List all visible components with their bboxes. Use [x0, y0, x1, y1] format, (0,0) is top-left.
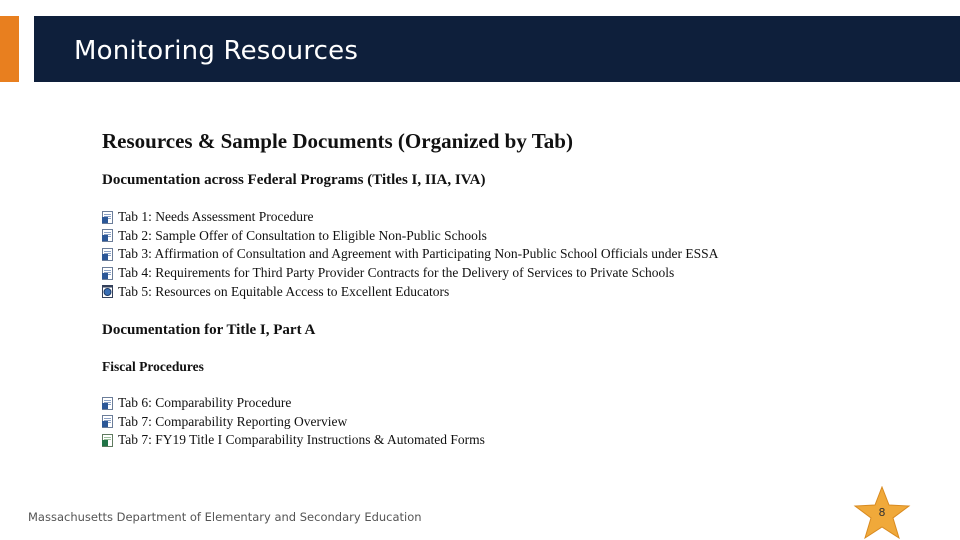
list-item-tab-7-forms[interactable]: [102, 431, 485, 450]
excel-doc-icon: [102, 434, 114, 447]
tab-2-link[interactable]: Tab 2: Sample Offer of Consultation to Eligible Non-Public Schools: [118, 227, 487, 243]
tab-5-link[interactable]: Tab 5: Resources on Equitable Access to Excellent Educators: [118, 283, 450, 299]
page-number: 8: [878, 506, 886, 519]
tab-4-link[interactable]: Tab 4: Requirements for Third Party Provider Contracts for the Delivery of Services to Private Schools: [118, 265, 675, 281]
list-item-tab-2[interactable]: [102, 227, 718, 246]
list-item-tab-5[interactable]: [102, 282, 718, 301]
list-item-tab-4[interactable]: [102, 264, 718, 283]
accent-bar: [0, 16, 19, 82]
subheading-fiscal-procedures: Fiscal Procedures: [102, 359, 204, 374]
list-item-tab-3[interactable]: [102, 245, 718, 264]
list-item-tab-6[interactable]: [102, 394, 485, 413]
tab-1-link[interactable]: Tab 1: Needs Assessment Procedure: [118, 209, 314, 225]
footer-organization: Massachusetts Department of Elementary and Secondary Education: [28, 510, 422, 524]
list-item-tab-7-overview[interactable]: [102, 413, 485, 432]
tab-3-link[interactable]: Tab 3: Affirmation of Consultation and Agreement with Participating Non-Public School Officials under ESSA: [118, 246, 719, 262]
word-doc-icon: [102, 229, 114, 242]
word-doc-icon: [102, 397, 114, 410]
list-item-tab-1[interactable]: [102, 208, 718, 227]
word-doc-icon: [102, 415, 114, 428]
tab-6-link[interactable]: Tab 6: Comparability Procedure: [118, 395, 292, 411]
title-bar: [34, 16, 960, 82]
word-doc-icon: [102, 211, 114, 224]
word-doc-icon: [102, 267, 114, 280]
tab-7-forms-link[interactable]: Tab 7: FY19 Title I Comparability Instructions & Automated Forms: [118, 432, 485, 448]
section-heading-title-i: Documentation for Title I, Part A: [102, 322, 316, 338]
slide-title: Monitoring Resources: [74, 36, 359, 66]
federal-programs-list: [102, 208, 718, 301]
section-heading-federal-programs: Documentation across Federal Programs (Titles I, IIA, IVA): [102, 172, 486, 188]
document-heading: Resources & Sample Documents (Organized by Tab): [102, 129, 573, 153]
fiscal-procedures-list: [102, 394, 485, 450]
tab-7-overview-link[interactable]: Tab 7: Comparability Reporting Overview: [118, 413, 348, 429]
web-link-icon: [102, 285, 114, 298]
word-doc-icon: [102, 248, 114, 261]
